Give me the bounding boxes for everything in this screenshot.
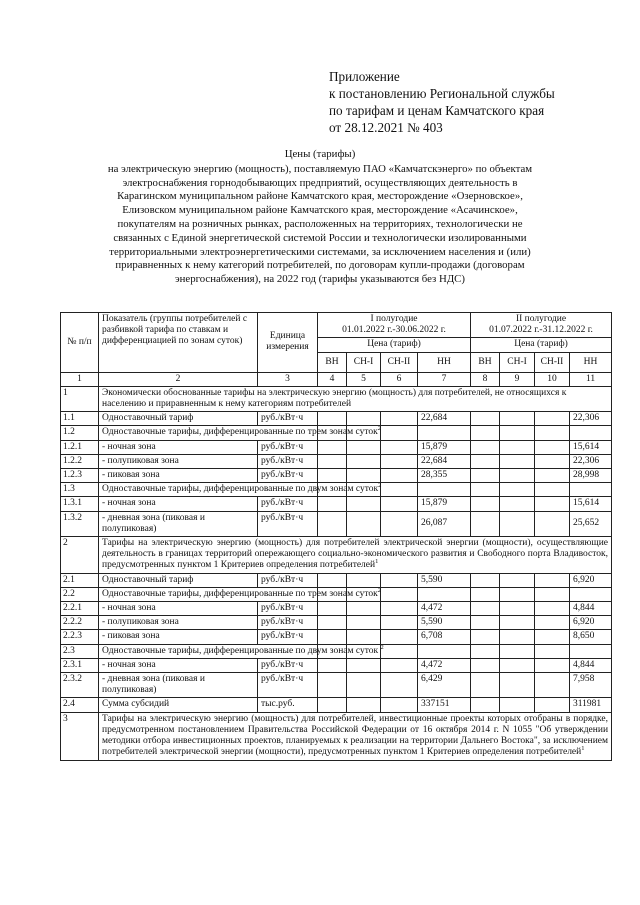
row-label: - ночная зона: [99, 658, 258, 672]
col-number: 10: [535, 372, 570, 386]
tariff-table: [60, 312, 612, 761]
table-row: [61, 469, 612, 483]
col-number: 1: [61, 372, 99, 386]
level-sn1: СН-I: [500, 352, 535, 372]
row-number: 2.2.1: [61, 602, 99, 616]
h2-nn-value: 28,998: [570, 469, 612, 483]
subsection-row: [61, 426, 612, 440]
h1-nn-value: 26,087: [418, 511, 471, 536]
subsection-title: [99, 425, 381, 440]
appendix-line-4: от 28.12.2021 № 403: [329, 120, 443, 135]
col-number: 8: [471, 372, 500, 386]
subsection-row: [61, 483, 612, 497]
row-label: - дневная зона (пиковая и полупиковая): [99, 673, 258, 698]
row-unit: руб./кВт·ч: [258, 616, 318, 630]
row-number: 1.2.3: [61, 469, 99, 483]
title-line: территориальными электроэнергетическими системами, за исключением населения и (или): [109, 245, 531, 258]
h1-nn-value: 337151: [418, 698, 471, 712]
row-number: 1.2: [61, 426, 99, 440]
appendix-line-1: Приложение: [329, 69, 400, 84]
h1-nn-value: 5,590: [418, 616, 471, 630]
row-label: Одноставочный тариф: [99, 412, 258, 426]
h2-nn-value: 15,614: [570, 440, 612, 454]
half-1-label: I полугодие: [370, 314, 418, 324]
half-1-period: 01.01.2022 г.-30.06.2022 г.: [342, 325, 446, 336]
table-row: [61, 630, 612, 644]
table-row: [61, 454, 612, 468]
section-title: [99, 537, 612, 574]
table-row: [61, 412, 612, 426]
title-heading: Цены (тарифы): [284, 148, 356, 160]
price-header-1: Цена (тариф): [318, 338, 471, 352]
h1-nn-value: 28,355: [418, 469, 471, 483]
h1-nn-value: 4,472: [418, 602, 471, 616]
h2-nn-value: 4,844: [570, 658, 612, 672]
row-unit: руб./кВт·ч: [258, 658, 318, 672]
title-line: Карагинском муниципальном районе Камчатского края, месторождение «Озерновское»,: [117, 190, 523, 203]
row-number: 3: [61, 712, 99, 760]
footnote-mark: 1: [375, 558, 379, 566]
col-number: 6: [381, 372, 418, 386]
table-row: [61, 511, 612, 536]
section-text: Тарифы на электрическую энергию (мощность) для потребителей электрической энергии (мощности), осуществляющие деятельность в границах территорий опережающего социально-экономического развития и Свободного порта Владивосток, предусмотренных пунктом 1 Критериев определения потребителей: [102, 538, 609, 571]
row-unit: руб./кВт·ч: [258, 573, 318, 587]
col-number: 9: [500, 372, 535, 386]
table-row: [61, 497, 612, 511]
row-number: 1.3.1: [61, 497, 99, 511]
section-text: Тарифы на электрическую энергию (мощность) для потребителей, инвестиционные проекты которых отобраны в порядке, предусмотренном постановлением Правительства Российской Федерации от 16 октября 2014 г. N 1055 "Об утверждении методики отбора инвестиционных проектов, планируемых к реализации на территории Дальнего Востока", за исключением потребителей электрической энергии (мощности), предусмотренных пунктом 1 Критериев определения потребителей: [102, 713, 609, 758]
subsection-title: [99, 643, 384, 658]
level-nn: НН: [570, 352, 612, 372]
h2-nn-value: 22,306: [570, 412, 612, 426]
header-half-2: [471, 313, 612, 338]
row-label: Сумма субсидий: [99, 698, 258, 712]
h1-nn-value: 15,879: [418, 440, 471, 454]
h1-nn-value: 22,684: [418, 454, 471, 468]
header-number: № п/п: [61, 313, 99, 373]
level-sn2: СН-II: [535, 352, 570, 372]
h1-nn-value: 15,879: [418, 497, 471, 511]
appendix-line-2: к постановлению Региональной службы: [329, 86, 555, 101]
h1-nn-value: 4,472: [418, 658, 471, 672]
row-unit: руб./кВт·ч: [258, 673, 318, 698]
title-line: покупателям на розничных рынках, расположенных на территориях, технологически не: [117, 217, 523, 230]
col-number: 4: [318, 372, 347, 386]
appendix-header: [329, 68, 555, 136]
half-2-period: 01.07.2022 г.-31.12.2022 г.: [489, 325, 593, 336]
table-row: [61, 440, 612, 454]
row-label: - ночная зона: [99, 440, 258, 454]
row-number: 1.3.2: [61, 511, 99, 536]
row-number: 2.2: [61, 587, 99, 601]
title-line: связанных с Единой энергетической системой России и технологически изолированными: [113, 231, 527, 244]
row-number: 1.2.2: [61, 454, 99, 468]
level-vn: ВН: [471, 352, 500, 372]
row-label: - дневная зона (пиковая и полупиковая): [99, 511, 258, 536]
subsection-row: [61, 644, 612, 658]
row-label: - ночная зона: [99, 602, 258, 616]
row-label: - пиковая зона: [99, 630, 258, 644]
subsection-row: [61, 587, 612, 601]
row-number: 2: [61, 537, 99, 574]
column-number-row: [61, 372, 612, 386]
col-number: 3: [258, 372, 318, 386]
level-nn: НН: [418, 352, 471, 372]
table-row: [61, 602, 612, 616]
header-row: [61, 313, 612, 338]
row-unit: руб./кВт·ч: [258, 412, 318, 426]
h2-nn-value: 311981: [570, 698, 612, 712]
h2-nn-value: 15,614: [570, 497, 612, 511]
row-number: 2.3.2: [61, 673, 99, 698]
level-sn1: СН-I: [347, 352, 381, 372]
price-header-2: Цена (тариф): [471, 338, 612, 352]
h2-nn-value: 7,958: [570, 673, 612, 698]
row-number: 2.3: [61, 644, 99, 658]
footnote-mark: 2: [380, 643, 384, 651]
footnote-mark: 2: [377, 425, 381, 433]
section-row: [61, 537, 612, 574]
col-number: 5: [347, 372, 381, 386]
header-unit: Единица измерения: [258, 313, 318, 373]
row-label: - ночная зона: [99, 497, 258, 511]
row-number: 2.2.3: [61, 630, 99, 644]
row-number: 2.1: [61, 573, 99, 587]
footnote-mark: 1: [581, 745, 585, 753]
row-label: Одноставочный тариф: [99, 573, 258, 587]
table-row: [61, 616, 612, 630]
table-row: [61, 658, 612, 672]
title-line: электроснабжения горнодобывающих предприятий, осуществляющих деятельность в: [122, 176, 518, 189]
h2-nn-value: 25,652: [570, 511, 612, 536]
subsection-title: [99, 586, 381, 601]
half-2-label: II полугодие: [515, 314, 567, 324]
level-sn2: СН-II: [381, 352, 418, 372]
table-row: [61, 573, 612, 587]
row-unit: руб./кВт·ч: [258, 454, 318, 468]
row-unit: руб./кВт·ч: [258, 440, 318, 454]
row-number: 2.4: [61, 698, 99, 712]
header-half-1: [318, 313, 471, 338]
h1-nn-value: 6,429: [418, 673, 471, 698]
document-title: [80, 148, 560, 287]
h2-nn-value: 22,306: [570, 454, 612, 468]
col-number: 11: [570, 372, 612, 386]
table-row: [61, 673, 612, 698]
title-line: Елизовском муниципальном районе Камчатского края, месторождение «Асачинское»,: [122, 204, 518, 217]
h1-nn-value: 22,684: [418, 412, 471, 426]
title-line: на электрическую энергию (мощность), поставляемую ПАО «Камчатскэнерго» по объектам: [107, 162, 533, 175]
subsection-text: Одноставочные тарифы, дифференцированные по трем зонам суток: [102, 588, 378, 599]
h2-nn-value: 6,920: [570, 616, 612, 630]
h1-nn-value: 5,590: [418, 573, 471, 587]
col-number: 2: [99, 372, 258, 386]
table-row: [61, 698, 612, 712]
h2-nn-value: 8,650: [570, 630, 612, 644]
subsection-title: [99, 482, 382, 497]
subsection-text: Одноставочные тарифы, дифференцированные по двум зонам суток: [102, 645, 381, 656]
level-vn: ВН: [318, 352, 347, 372]
section-title: [99, 712, 612, 760]
footnote-mark: 2: [377, 586, 381, 594]
row-unit: руб./кВт·ч: [258, 630, 318, 644]
row-unit: руб./кВт·ч: [258, 497, 318, 511]
title-line: приравненных к нему категорий потребителей, по договорам купли-продажи (договорам: [115, 259, 525, 272]
header-indicator: Показатель (группы потребителей с разбивкой тарифа по ставкам и дифференциацией по зонам суток): [99, 313, 258, 373]
subsection-text: Одноставочные тарифы, дифференцированные по двум зонам суток: [102, 484, 379, 495]
footnote-mark: 2: [378, 482, 382, 490]
row-unit: руб./кВт·ч: [258, 511, 318, 536]
row-number: 1.3: [61, 483, 99, 497]
subsection-text: Одноставочные тарифы, дифференцированные по трем зонам суток: [102, 427, 378, 438]
row-unit: руб./кВт·ч: [258, 469, 318, 483]
title-line: энергоснабжения), на 2022 год (тарифы указываются без НДС): [175, 273, 465, 286]
row-number: 2.2.2: [61, 616, 99, 630]
row-number: 1.2.1: [61, 440, 99, 454]
row-number: 1.1: [61, 412, 99, 426]
h2-nn-value: 6,920: [570, 573, 612, 587]
appendix-line-3: по тарифам и ценам Камчатского края: [329, 103, 545, 118]
h2-nn-value: 4,844: [570, 602, 612, 616]
row-label: - пиковая зона: [99, 469, 258, 483]
row-unit: тыс.руб.: [258, 698, 318, 712]
section-row: [61, 712, 612, 760]
row-label: - полупиковая зона: [99, 616, 258, 630]
row-unit: руб./кВт·ч: [258, 602, 318, 616]
col-number: 7: [418, 372, 471, 386]
h1-nn-value: 6,708: [418, 630, 471, 644]
row-label: - полупиковая зона: [99, 454, 258, 468]
row-number: 2.3.1: [61, 658, 99, 672]
row-number: 1: [61, 386, 99, 411]
section-row: [61, 386, 612, 411]
section-title: Экономически обоснованные тарифы на электрическую энергию (мощность) для потребителей, не относящихся к населению и приравненным к нему категориям потребителей: [99, 386, 612, 411]
